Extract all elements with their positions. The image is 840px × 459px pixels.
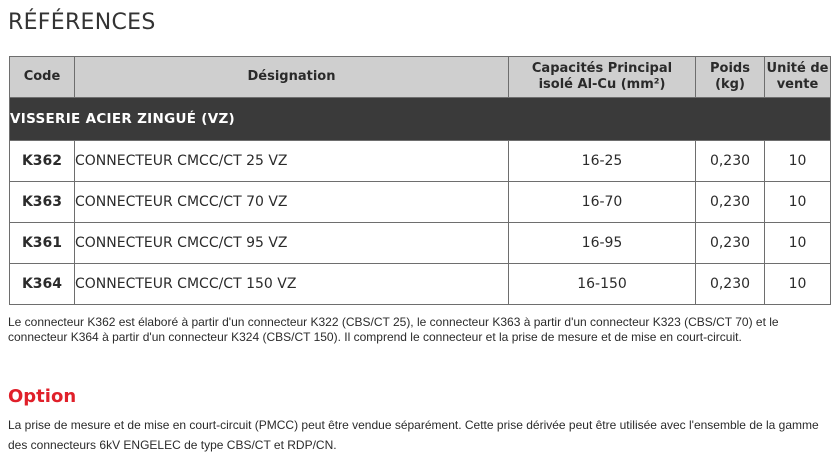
row-unite: 10 [765, 264, 831, 305]
header-poids [696, 57, 765, 98]
row-unite: 10 [765, 223, 831, 264]
row-code: K361 [10, 223, 75, 264]
section-row [10, 98, 831, 141]
option-text: La prise de mesure et de mise en court-circuit (PMCC) peut être vendue séparément. Cette prise dérivée peut être utilisée avec l'ensemble de la gamme des connecteurs 6kV ENGELEC de type CBS/CT et RDP/CN. [8, 418, 819, 452]
row-code: K362 [10, 141, 75, 182]
row-poids: 0,230 [696, 223, 765, 264]
row-poids: 0,230 [696, 141, 765, 182]
table-row [10, 141, 831, 182]
references-table [9, 56, 831, 305]
section-title: VISSERIE ACIER ZINGUÉ (VZ) [10, 98, 831, 141]
header-unite-line2: vente [776, 77, 819, 92]
row-unite: 10 [765, 141, 831, 182]
option-heading: Option [8, 386, 77, 407]
row-code: K364 [10, 264, 75, 305]
table-row [10, 182, 831, 223]
footnote-text: Le connecteur K362 est élaboré à partir d'un connecteur K322 (CBS/CT 25), le connecteur K363 à partir d'un connecteur K323 (CBS/CT 70) et le connecteur K364 à partir d'un connecteur K324 (CBS/CT 150). Il comprend le connecteur et la prise de mesure et de mise en court-circuit. [8, 315, 779, 344]
row-unite: 10 [765, 182, 831, 223]
row-poids: 0,230 [696, 182, 765, 223]
table-header-row [10, 57, 831, 98]
header-unite [765, 57, 831, 98]
header-unite-line1: Unité de [766, 61, 829, 76]
header-capacites-line1: Capacités Principal [531, 61, 673, 76]
row-capacite: 16-150 [509, 264, 696, 305]
header-capacites [509, 57, 696, 98]
table-row [10, 264, 831, 305]
header-designation: Désignation [75, 57, 509, 98]
header-poids-line2: (kg) [715, 77, 745, 92]
row-designation: CONNECTEUR CMCC/CT 150 VZ [75, 264, 509, 305]
row-designation: CONNECTEUR CMCC/CT 95 VZ [75, 223, 509, 264]
page-title: RÉFÉRENCES [8, 10, 156, 35]
header-capacites-line2: isolé Al-Cu (mm²) [538, 77, 666, 92]
row-designation: CONNECTEUR CMCC/CT 70 VZ [75, 182, 509, 223]
header-code: Code [10, 57, 75, 98]
row-capacite: 16-95 [509, 223, 696, 264]
header-poids-line1: Poids [710, 61, 750, 76]
row-designation: CONNECTEUR CMCC/CT 25 VZ [75, 141, 509, 182]
row-capacite: 16-70 [509, 182, 696, 223]
table-row [10, 223, 831, 264]
row-code: K363 [10, 182, 75, 223]
row-poids: 0,230 [696, 264, 765, 305]
row-capacite: 16-25 [509, 141, 696, 182]
